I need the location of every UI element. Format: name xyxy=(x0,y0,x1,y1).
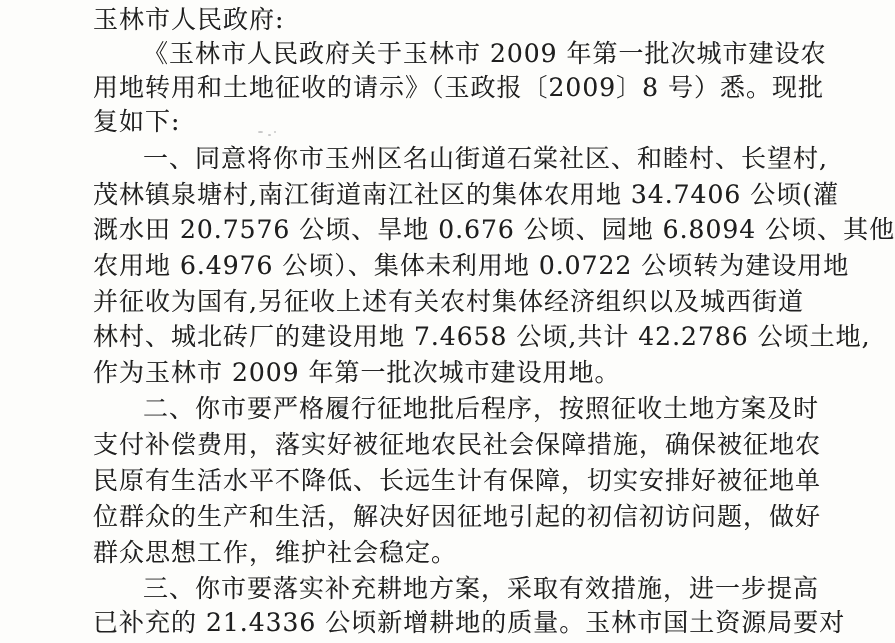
paragraph-line: 二、你市要严格履行征地批后程序，按照征收土地方案及时 xyxy=(143,394,820,423)
paragraph-line: 溉水田 20.7576 公顷、旱地 0.676 公顷、园地 6.8094 公顷、其他 xyxy=(93,215,895,244)
paragraph-line: 支付补偿费用，落实好被征地农民社会保障措施，确保被征地农 xyxy=(93,430,822,459)
paragraph-line: 复如下: xyxy=(93,107,181,136)
paragraph-line: 群众思想工作，维护社会稳定。 xyxy=(93,538,458,567)
paragraph-line: 作为玉林市 2009 年第一批次城市建设用地。 xyxy=(93,358,621,387)
paragraph-line: 并征收为国有,另征收上述有关农村集体经济组织以及城西街道 xyxy=(93,287,804,316)
paragraph-line: 用地转用和土地征收的请示》（玉政报〔2009〕8 号）悉。现批 xyxy=(93,73,824,102)
paragraph-line: 已补充的 21.4336 公顷新增耕地的质量。玉林市国土资源局要对 xyxy=(93,608,846,637)
paragraph-line: 茂林镇泉塘村,南江街道南江社区的集体农用地 34.7406 公顷(灌 xyxy=(93,180,839,209)
scan-speck xyxy=(274,131,276,133)
paragraph-line: 三、你市要落实补充耕地方案，采取有效措施，进一步提高 xyxy=(143,574,820,603)
paragraph-line: 位群众的生产和生活，解决好因征地引起的初信初访问题，做好 xyxy=(93,502,822,531)
paragraph-line: 农用地 6.4976 公顷）、集体未利用地 0.0722 公顷转为建设用地 xyxy=(93,251,850,280)
scan-speck xyxy=(268,134,271,136)
paragraph-line: 一、同意将你市玉州区名山街道石棠社区、和睦村、长望村, xyxy=(143,144,828,173)
paragraph-line: 《玉林市人民政府关于玉林市 2009 年第一批次城市建设农 xyxy=(143,39,827,68)
paragraph-line: 林村、城北砖厂的建设用地 7.4658 公顷,共计 42.2786 公顷土地, xyxy=(93,322,871,351)
scan-speck xyxy=(258,131,263,133)
paragraph-line: 民原有生活水平不降低、长远生计有保障，切实安排好被征地单 xyxy=(93,466,822,495)
addressee-line: 玉林市人民政府: xyxy=(93,5,285,34)
